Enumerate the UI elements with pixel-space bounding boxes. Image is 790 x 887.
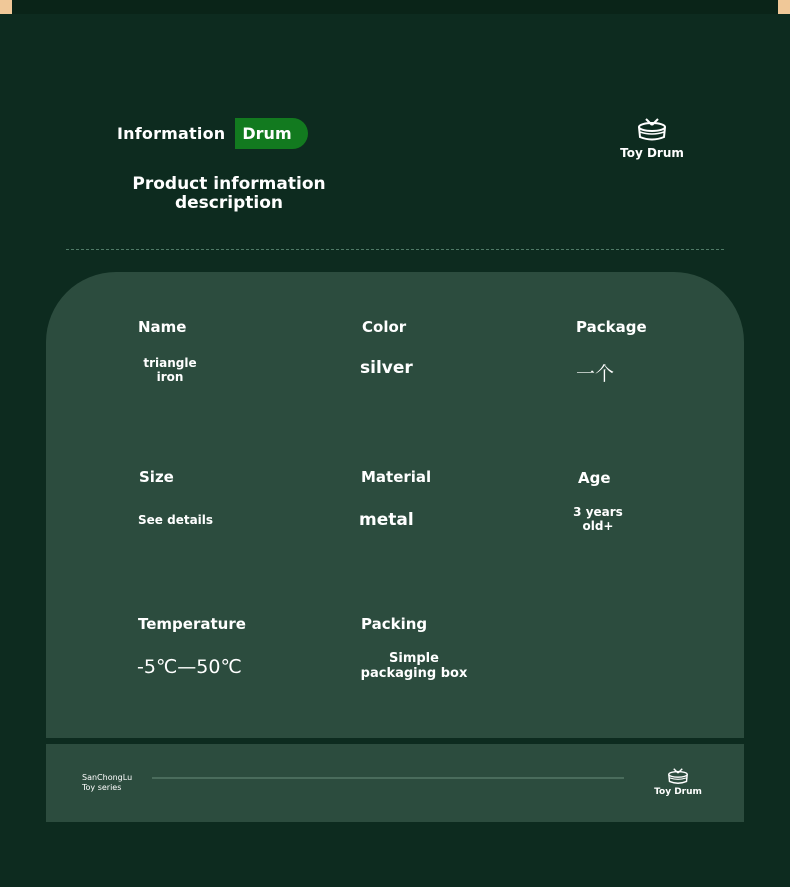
- packing-value: [360, 651, 468, 681]
- footer-bar: [46, 744, 744, 822]
- footer-brand-label: Toy Drum: [654, 787, 702, 797]
- size-value: See details: [138, 513, 214, 527]
- subtitle-line-1: Product information: [132, 174, 326, 194]
- age-value: [564, 505, 632, 533]
- age-value-line-1: 3 years: [573, 505, 623, 519]
- footer-brand-line-2: Toy series: [82, 783, 122, 792]
- temperature-label: Temperature: [138, 615, 246, 633]
- age-label: Age: [578, 469, 611, 487]
- subtitle-line-2: description: [174, 193, 283, 213]
- corner-accent-left: [0, 0, 12, 14]
- package-value: 一个: [576, 363, 615, 385]
- color-value: silver: [360, 358, 413, 378]
- size-label: Size: [139, 468, 174, 486]
- footer-divider: [152, 777, 624, 779]
- packing-label: Packing: [361, 615, 428, 633]
- age-value-line-2: old+: [582, 519, 614, 533]
- footer-brand-text: [82, 773, 132, 793]
- brand-logo: [612, 118, 692, 160]
- page-subtitle: [110, 175, 348, 213]
- footer-brand-line-1: SanChongLu: [82, 773, 133, 782]
- package-label: Package: [576, 318, 647, 336]
- drum-pill: Drum: [235, 118, 307, 149]
- info-label: Information: [117, 124, 226, 143]
- material-label: Material: [361, 468, 432, 486]
- top-bar: [0, 0, 790, 14]
- brand-label: Toy Drum: [620, 146, 684, 160]
- packing-value-line-1: Simple: [389, 651, 439, 666]
- packing-value-line-2: packaging box: [360, 666, 468, 681]
- drum-icon: [637, 118, 667, 142]
- drum-icon: [667, 768, 689, 785]
- material-value: metal: [359, 510, 414, 530]
- name-label: Name: [138, 318, 187, 336]
- spec-panel: [46, 272, 744, 738]
- dashed-divider: [66, 249, 724, 250]
- name-value-line-2: iron: [156, 370, 184, 384]
- temperature-value: -5℃—50℃: [137, 656, 242, 678]
- footer-brand-logo: [646, 768, 710, 797]
- header-title: [117, 118, 308, 149]
- color-label: Color: [362, 318, 407, 336]
- corner-accent-right: [778, 0, 790, 14]
- name-value: [136, 356, 204, 384]
- name-value-line-1: triangle: [143, 356, 197, 370]
